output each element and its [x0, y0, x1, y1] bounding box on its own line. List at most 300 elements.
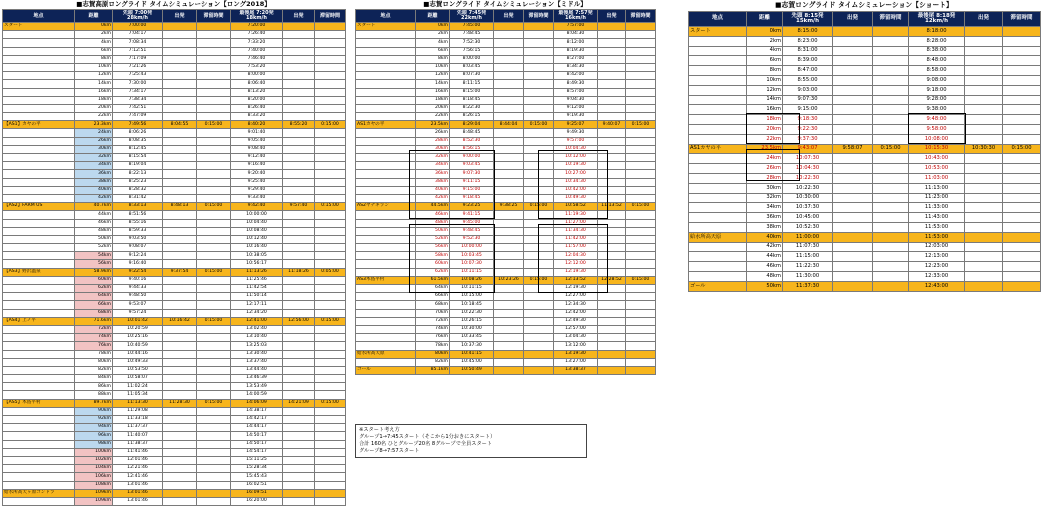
lead-depart-cell	[163, 47, 197, 55]
header-distance: 距離	[75, 10, 113, 23]
distance-cell: 24km	[747, 154, 783, 164]
lead-time-cell: 7:45:00	[450, 23, 494, 31]
lead-depart-cell	[833, 124, 873, 134]
point-cell	[689, 193, 747, 203]
header-row	[3, 10, 346, 23]
lead-depart-cell	[163, 334, 197, 342]
lead-stay-cell	[197, 96, 231, 104]
tail-depart-cell	[965, 105, 1003, 115]
tail-depart-cell	[283, 350, 315, 358]
distance-cell: 85.1km	[416, 366, 450, 374]
tail-depart-cell	[598, 104, 626, 112]
distance-cell: 10km	[747, 75, 783, 85]
lead-stay-cell	[197, 63, 231, 71]
tail-time-cell: 12:49:30	[554, 317, 598, 325]
lead-stay-cell	[524, 31, 554, 39]
tail-time-cell: 13:44:40	[231, 366, 283, 374]
distance-cell: 42km	[747, 242, 783, 252]
point-cell	[3, 465, 75, 473]
tail-depart-cell	[598, 227, 626, 235]
distance-cell: 76km	[75, 342, 113, 350]
lead-time-cell: 11:37:30	[783, 281, 833, 291]
lead-stay-cell: 0:15:00	[524, 121, 554, 129]
tail-depart-cell	[965, 222, 1003, 232]
distance-cell: 16km	[747, 105, 783, 115]
point-cell	[3, 178, 75, 186]
lead-depart-cell	[163, 456, 197, 464]
lead-stay-cell	[197, 301, 231, 309]
goal-row	[689, 281, 1041, 291]
tail-time-cell: 12:34:20	[231, 309, 283, 317]
table-row	[3, 448, 346, 456]
tail-depart-cell	[598, 235, 626, 243]
table-row	[689, 36, 1041, 46]
distance-cell: 64km	[416, 285, 450, 293]
lead-stay-cell	[524, 39, 554, 47]
tail-stay-cell	[626, 219, 656, 227]
lead-time-cell: 9:16:40	[113, 260, 163, 268]
lead-depart-cell	[494, 252, 524, 260]
distance-cell: 82km	[416, 358, 450, 366]
tail-depart-cell: 10:30:30	[965, 144, 1003, 154]
point-cell	[356, 113, 416, 121]
tail-stay-cell	[315, 47, 346, 55]
table-row	[3, 424, 346, 432]
point-cell	[3, 31, 75, 39]
tail-time-cell: 10:53:00	[909, 164, 965, 174]
note-line: 合計 160名 ひとグループ20名 8グループで全員スタート	[359, 441, 493, 448]
tail-stay-cell	[315, 39, 346, 47]
lead-depart-cell	[163, 227, 197, 235]
lead-depart-cell	[833, 95, 873, 105]
distance-cell: 94km	[75, 424, 113, 432]
table-row	[689, 46, 1041, 56]
tail-depart-cell	[965, 154, 1003, 164]
tail-stay-cell	[315, 235, 346, 243]
as-row	[3, 399, 346, 407]
lead-depart-cell	[163, 252, 197, 260]
lead-stay-cell	[197, 293, 231, 301]
tail-time-cell: 13:38:37	[554, 366, 598, 374]
distance-cell: 36km	[416, 170, 450, 178]
tail-depart-cell	[598, 366, 626, 374]
distance-cell: 46km	[747, 262, 783, 272]
lead-time-cell: 10:50:49	[450, 366, 494, 374]
lead-time-cell: 9:08:07	[113, 244, 163, 252]
table-row	[3, 39, 346, 47]
point-cell: AS3木島平村	[356, 276, 416, 284]
tail-time-cell: 13:27:00	[554, 358, 598, 366]
tail-depart-cell	[965, 213, 1003, 223]
point-cell	[356, 129, 416, 137]
point-cell	[356, 342, 416, 350]
tail-stay-cell	[626, 113, 656, 121]
tail-stay-cell	[315, 293, 346, 301]
distance-cell: 76km	[416, 334, 450, 342]
table-row	[689, 66, 1041, 76]
distance-cell: 62km	[75, 285, 113, 293]
lead-stay-cell	[197, 465, 231, 473]
lead-stay-cell	[873, 193, 909, 203]
distance-cell: 50km	[747, 281, 783, 291]
lead-depart-cell: 8:48:13	[163, 203, 197, 211]
tail-stay-cell	[315, 440, 346, 448]
tail-stay-cell	[315, 334, 346, 342]
tail-stay-cell	[626, 104, 656, 112]
lead-time-cell: 10:58:07	[113, 375, 163, 383]
table-row	[356, 317, 656, 325]
table-row	[3, 350, 346, 358]
tail-time-cell: 12:12:00	[554, 260, 598, 268]
distance-cell: 4km	[747, 46, 783, 56]
header-distance: 距離	[747, 12, 783, 27]
goal-row	[356, 366, 656, 374]
lead-depart-cell	[163, 23, 197, 31]
header-tail-group: 最後尾 7:57発 16km/h	[554, 10, 598, 23]
lead-stay-cell	[197, 194, 231, 202]
tail-depart-cell	[598, 293, 626, 301]
table-row	[3, 342, 346, 350]
point-cell	[356, 309, 416, 317]
tail-time-cell: 10:04:40	[231, 219, 283, 227]
tail-depart-cell	[283, 416, 315, 424]
tail-depart-cell	[598, 178, 626, 186]
table-row	[689, 105, 1041, 115]
point-cell	[356, 72, 416, 80]
table-row	[3, 432, 346, 440]
lead-depart-cell	[163, 366, 197, 374]
lead-depart-cell: 10:23:26	[494, 276, 524, 284]
tail-stay-cell	[315, 366, 346, 374]
table-row	[356, 39, 656, 47]
lead-time-cell: 10:04:30	[783, 164, 833, 174]
tail-depart-cell	[283, 137, 315, 145]
tail-time-cell: 10:27:00	[554, 170, 598, 178]
distance-cell: 92km	[75, 416, 113, 424]
tail-depart-cell	[965, 75, 1003, 85]
table-row	[356, 96, 656, 104]
tail-time-cell: 12:43:00	[909, 281, 965, 291]
lead-depart-cell	[163, 285, 197, 293]
lead-depart-cell	[163, 276, 197, 284]
tail-time-cell: 9:19:30	[554, 113, 598, 121]
lead-stay-cell	[524, 334, 554, 342]
lead-depart-cell	[163, 473, 197, 481]
tail-stay-cell	[626, 55, 656, 63]
header-depart: 出発	[163, 10, 197, 23]
distance-cell: 72km	[416, 317, 450, 325]
point-cell	[3, 424, 75, 432]
lead-time-cell: 10:07:30	[783, 154, 833, 164]
distance-cell: 89.7km	[75, 399, 113, 407]
distance-cell: 10km	[75, 63, 113, 71]
table-row	[3, 227, 346, 235]
tail-stay-cell: 0:15:00	[315, 203, 346, 211]
lead-stay-cell	[197, 383, 231, 391]
lead-stay-cell	[873, 46, 909, 56]
tail-stay-cell	[626, 129, 656, 137]
tail-depart-cell	[598, 268, 626, 276]
point-cell	[356, 194, 416, 202]
table-row	[689, 213, 1041, 223]
lead-time-cell: 8:07:30	[450, 72, 494, 80]
tail-time-cell: 9:25:40	[231, 178, 283, 186]
table-row	[689, 85, 1041, 95]
lead-stay-cell: 0:15:00	[197, 317, 231, 325]
lead-stay-cell	[873, 271, 909, 281]
tail-depart-cell	[283, 39, 315, 47]
lead-time-cell: 11:22:30	[783, 262, 833, 272]
lead-time-cell: 9:00:00	[450, 154, 494, 162]
table-row	[3, 47, 346, 55]
distance-cell: 38km	[747, 222, 783, 232]
tail-depart-cell	[283, 129, 315, 137]
tail-time-cell: 13:53:49	[231, 383, 283, 391]
tail-depart-cell	[283, 88, 315, 96]
lead-stay-cell	[873, 281, 909, 291]
tail-stay-cell	[315, 186, 346, 194]
tail-depart-cell	[283, 342, 315, 350]
table-row	[3, 366, 346, 374]
point-cell	[3, 334, 75, 342]
lead-stay-cell	[197, 154, 231, 162]
table-row	[3, 252, 346, 260]
tail-stay-cell	[626, 342, 656, 350]
distance-cell: 80km	[75, 358, 113, 366]
distance-cell: 62km	[416, 268, 450, 276]
lead-stay-cell	[873, 252, 909, 262]
point-cell	[689, 213, 747, 223]
lead-time-cell: 10:52:30	[783, 222, 833, 232]
lead-time-cell: 8:31:00	[783, 46, 833, 56]
tail-depart-cell	[598, 186, 626, 194]
table-row	[356, 162, 656, 170]
lead-time-cell: 8:19:04	[113, 162, 163, 170]
distance-cell: 26km	[747, 164, 783, 174]
distance-cell: 48km	[416, 219, 450, 227]
table-row	[356, 211, 656, 219]
table-row	[356, 309, 656, 317]
tail-time-cell: 10:12:00	[554, 154, 598, 162]
lead-stay-cell	[197, 358, 231, 366]
distance-cell: 23.3km	[75, 121, 113, 129]
lead-depart-cell	[494, 178, 524, 186]
lead-time-cell: 9:12:24	[113, 252, 163, 260]
tail-time-cell: 10:15:30	[909, 144, 965, 154]
table-row	[3, 407, 346, 415]
lead-stay-cell	[524, 23, 554, 31]
tail-depart-cell	[598, 162, 626, 170]
lead-stay-cell	[873, 242, 909, 252]
tail-stay-cell	[315, 129, 346, 137]
tail-stay-cell	[626, 137, 656, 145]
table-row	[3, 88, 346, 96]
tail-depart-cell	[598, 39, 626, 47]
distance-cell: 18km	[416, 96, 450, 104]
tail-stay-cell	[1003, 27, 1041, 37]
tail-stay-cell	[315, 55, 346, 63]
point-cell	[3, 252, 75, 260]
lead-time-cell: 8:06:26	[113, 129, 163, 137]
tail-time-cell: 9:01:40	[231, 129, 283, 137]
lead-stay-cell	[524, 194, 554, 202]
distance-cell: 109km	[75, 489, 113, 497]
tail-stay-cell	[626, 72, 656, 80]
table-row	[356, 178, 656, 186]
tail-time-cell: 11:23:00	[909, 193, 965, 203]
table-row	[3, 416, 346, 424]
tail-stay-cell: 0:15:00	[315, 399, 346, 407]
lead-stay-cell	[873, 124, 909, 134]
tail-depart-cell	[283, 366, 315, 374]
lead-depart-cell	[494, 227, 524, 235]
tail-depart-cell	[283, 334, 315, 342]
tail-stay-cell	[315, 391, 346, 399]
tail-stay-cell	[626, 235, 656, 243]
lead-stay-cell: 0:15:00	[197, 399, 231, 407]
table-row	[3, 375, 346, 383]
lead-depart-cell	[163, 325, 197, 333]
as-row	[356, 276, 656, 284]
lead-time-cell: 12:21:46	[113, 465, 163, 473]
distance-cell: 14km	[747, 95, 783, 105]
table-row	[356, 170, 656, 178]
lead-depart-cell	[163, 39, 197, 47]
header-distance: 距離	[416, 10, 450, 23]
lead-time-cell: 10:00:00	[450, 244, 494, 252]
tail-time-cell: 8:49:30	[554, 80, 598, 88]
lead-time-cell: 11:13:30	[113, 399, 163, 407]
lead-depart-cell	[163, 80, 197, 88]
point-cell	[3, 227, 75, 235]
point-cell: 給水所高天原	[356, 350, 416, 358]
table-row	[3, 162, 346, 170]
table-row	[689, 203, 1041, 213]
table-row	[689, 193, 1041, 203]
table-row	[3, 497, 346, 505]
tail-stay-cell	[315, 244, 346, 252]
point-cell	[356, 55, 416, 63]
lead-time-cell: 9:48:50	[113, 293, 163, 301]
lead-time-cell: 7:00:00	[113, 23, 163, 31]
point-cell	[356, 293, 416, 301]
tail-stay-cell	[1003, 203, 1041, 213]
lead-time-cell: 8:11:15	[450, 80, 494, 88]
tail-time-cell: 12:27:00	[554, 293, 598, 301]
lead-depart-cell	[163, 424, 197, 432]
table-row	[356, 358, 656, 366]
distance-cell: 4km	[75, 39, 113, 47]
lead-stay-cell	[524, 260, 554, 268]
tail-stay-cell	[315, 407, 346, 415]
point-cell	[356, 227, 416, 235]
tail-time-cell: 12:19:30	[554, 268, 598, 276]
tail-stay-cell	[315, 432, 346, 440]
tail-time-cell: 8:38:00	[909, 46, 965, 56]
tail-depart-cell	[965, 173, 1003, 183]
tail-time-cell: 8:48:00	[909, 56, 965, 66]
table-row	[3, 358, 346, 366]
tail-stay-cell	[1003, 281, 1041, 291]
lead-time-cell: 10:22:30	[783, 173, 833, 183]
tail-time-cell: 10:49:30	[554, 194, 598, 202]
distance-cell: 28km	[747, 173, 783, 183]
start-row	[3, 23, 346, 31]
point-cell	[3, 391, 75, 399]
lead-depart-cell	[494, 31, 524, 39]
lead-time-cell: 10:03:45	[450, 252, 494, 260]
lead-stay-cell	[197, 162, 231, 170]
table-row	[3, 383, 346, 391]
table-row	[3, 72, 346, 80]
tail-time-cell: 7:40:00	[231, 47, 283, 55]
tail-depart-cell	[598, 244, 626, 252]
lead-time-cell: 11:05:34	[113, 391, 163, 399]
lead-time-cell: 9:22:30	[783, 124, 833, 134]
table-row	[3, 31, 346, 39]
lead-depart-cell	[163, 154, 197, 162]
lead-time-cell: 8:33:13	[113, 203, 163, 211]
header-depart: 出発	[965, 12, 1003, 27]
lead-depart-cell	[494, 301, 524, 309]
distance-cell: 32km	[416, 154, 450, 162]
lead-depart-cell	[163, 497, 197, 505]
tail-time-cell: 8:20:00	[231, 96, 283, 104]
tail-stay-cell	[626, 244, 656, 252]
point-cell	[689, 154, 747, 164]
tail-stay-cell	[1003, 222, 1041, 232]
lead-depart-cell	[833, 193, 873, 203]
lead-stay-cell	[524, 227, 554, 235]
tail-depart-cell	[598, 301, 626, 309]
point-cell: 【AS1】カヤの平	[3, 121, 75, 129]
note-title: ※スタート考え方	[359, 427, 400, 433]
point-cell: 【AS5】木島平村	[3, 399, 75, 407]
tail-depart-cell	[598, 194, 626, 202]
lead-time-cell: 9:53:07	[113, 301, 163, 309]
tail-time-cell: 12:34:30	[554, 301, 598, 309]
long-panel	[2, 0, 345, 506]
point-cell	[356, 252, 416, 260]
tail-depart-cell	[283, 23, 315, 31]
tail-time-cell: 9:33:40	[231, 194, 283, 202]
distance-cell: 18km	[75, 96, 113, 104]
lead-stay-cell	[524, 285, 554, 293]
tail-depart-cell	[283, 55, 315, 63]
distance-cell: 52km	[75, 244, 113, 252]
distance-cell: 44.5km	[416, 203, 450, 211]
tail-stay-cell	[1003, 213, 1041, 223]
tail-stay-cell	[315, 178, 346, 186]
tail-time-cell: 9:57:00	[554, 137, 598, 145]
point-cell	[3, 170, 75, 178]
tail-depart-cell	[598, 23, 626, 31]
table-row	[356, 227, 656, 235]
tail-time-cell: 11:34:30	[554, 227, 598, 235]
tail-depart-cell	[598, 137, 626, 145]
table-row	[3, 137, 346, 145]
table-row	[356, 268, 656, 276]
distance-cell: 102km	[75, 456, 113, 464]
tail-stay-cell	[626, 88, 656, 96]
lead-depart-cell	[833, 66, 873, 76]
lead-depart-cell	[163, 358, 197, 366]
tail-stay-cell	[315, 309, 346, 317]
point-cell	[356, 260, 416, 268]
header-stay: 滞留時間	[873, 12, 909, 27]
lead-depart-cell	[833, 75, 873, 85]
header-stay: 滞留時間	[1003, 12, 1041, 27]
